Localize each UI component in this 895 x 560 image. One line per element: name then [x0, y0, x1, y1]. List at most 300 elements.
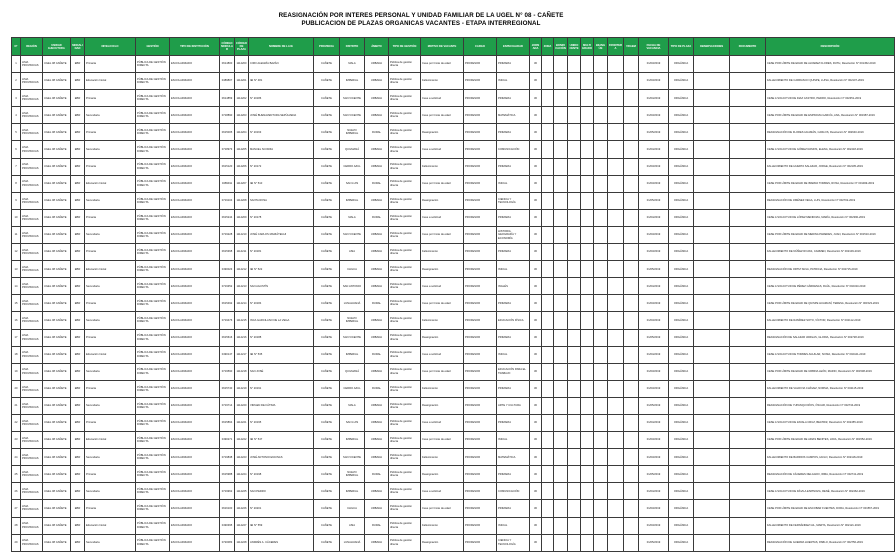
table-row[interactable]	[12, 483, 895, 500]
table-cell[interactable]: PROFESOR	[464, 56, 497, 73]
table-cell[interactable]: 01/03/2019	[639, 226, 669, 243]
table-cell[interactable]	[694, 534, 730, 551]
table-cell[interactable]: 01/03/2019	[639, 56, 669, 73]
table-cell[interactable]: 7	[12, 158, 21, 175]
table-cell[interactable]	[608, 466, 624, 483]
table-cell[interactable]: 0719838	[220, 449, 235, 466]
table-cell[interactable]: 1	[12, 56, 21, 73]
table-cell[interactable]: Pública de gestión directa	[389, 414, 421, 431]
table-row[interactable]	[12, 107, 895, 124]
table-cell[interactable]: 0719228	[220, 226, 235, 243]
table-cell[interactable]	[624, 500, 639, 517]
table-cell[interactable]: PÚBLICA DE GESTIÓN DIRECTA	[136, 397, 170, 414]
table-cell[interactable]: 01/05/2019	[639, 397, 669, 414]
table-cell[interactable]	[594, 432, 608, 449]
table-cell[interactable]: PRIMARIA	[497, 90, 530, 107]
table-cell[interactable]: ORGÁNICA	[669, 517, 694, 534]
table-cell[interactable]: 0615616	[220, 329, 235, 346]
table-cell[interactable]: Secundaria	[85, 192, 136, 209]
table-cell[interactable]: 01/03/2019	[639, 295, 669, 312]
table-cell[interactable]: IEI N° 481	[249, 73, 314, 90]
table-cell[interactable]: UGEL 08 CAÑETE	[43, 56, 71, 73]
table-cell[interactable]	[624, 107, 639, 124]
table-cell[interactable]: CAÑETE	[314, 209, 340, 226]
table-cell[interactable]: URBANA	[365, 278, 389, 295]
table-cell[interactable]	[624, 158, 639, 175]
table-cell[interactable]: Pública de gestión directa	[389, 244, 421, 261]
table-cell[interactable]: Cese por límite de edad	[421, 295, 464, 312]
table-cell[interactable]: Reasignación	[421, 397, 464, 414]
table-cell[interactable]	[542, 414, 554, 431]
table-cell[interactable]: CAÑETE	[314, 346, 340, 363]
table-cell[interactable]	[568, 363, 581, 380]
table-cell[interactable]: 30	[530, 192, 542, 209]
table-cell[interactable]	[554, 226, 568, 243]
table-cell[interactable]: LIMA PROVINCIAS	[21, 90, 43, 107]
table-cell[interactable]: ESCOLARIZADO	[170, 244, 220, 261]
table-cell[interactable]: EBR	[71, 244, 85, 261]
table-cell[interactable]: CIENCIA Y TECNOLOGÍA	[497, 534, 530, 551]
table-cell[interactable]: N° 20181	[249, 244, 314, 261]
table-cell[interactable]: SAN VICENTE	[340, 226, 365, 243]
table-cell[interactable]: PROFESOR	[464, 261, 497, 278]
table-cell[interactable]: Cese por límite de edad	[421, 175, 464, 192]
table-cell[interactable]: 01/03/2019	[639, 363, 669, 380]
table-cell[interactable]: N° 20191	[249, 380, 314, 397]
table-cell[interactable]: EBR	[71, 56, 85, 73]
table-cell[interactable]: FALLECIMIENTO DE NÚÑEZ ROJAS, CARMEN, Resolución N° 002109-2019	[766, 244, 895, 261]
table-cell[interactable]	[608, 141, 624, 158]
table-cell[interactable]: ORGÁNICA	[669, 226, 694, 243]
table-cell[interactable]: UGEL 08 CAÑETE	[43, 449, 71, 466]
table-cell[interactable]	[554, 500, 568, 517]
table-cell[interactable]	[730, 500, 766, 517]
table-cell[interactable]	[730, 466, 766, 483]
table-cell[interactable]: INICIAL	[497, 73, 530, 90]
table-cell[interactable]	[694, 278, 730, 295]
table-cell[interactable]: PROFESOR	[464, 534, 497, 551]
table-cell[interactable]: 1114224	[235, 466, 249, 483]
table-cell[interactable]	[581, 141, 594, 158]
table-cell[interactable]: LIMA PROVINCIAS	[21, 346, 43, 363]
table-cell[interactable]	[730, 312, 766, 329]
table-cell[interactable]: ESCOLARIZADO	[170, 534, 220, 551]
table-cell[interactable]: 0719962	[220, 483, 235, 500]
table-cell[interactable]: Secundaria	[85, 226, 136, 243]
column-header[interactable]: REGIÓN	[21, 38, 43, 56]
table-cell[interactable]	[581, 295, 594, 312]
table-cell[interactable]: Primaria	[85, 329, 136, 346]
table-cell[interactable]: CERRO AZUL	[340, 158, 365, 175]
table-cell[interactable]: Pública de gestión directa	[389, 175, 421, 192]
table-cell[interactable]: EBR	[71, 363, 85, 380]
table-cell[interactable]: 25	[12, 466, 21, 483]
table-cell[interactable]: 0719104	[220, 192, 235, 209]
table-cell[interactable]: 0719476	[220, 312, 235, 329]
table-cell[interactable]	[594, 295, 608, 312]
table-cell[interactable]: LIMA PROVINCIAS	[21, 141, 43, 158]
table-cell[interactable]: 01/03/2019	[639, 158, 669, 175]
table-cell[interactable]	[694, 312, 730, 329]
table-cell[interactable]	[608, 483, 624, 500]
table-cell[interactable]: ESCOLARIZADO	[170, 449, 220, 466]
table-cell[interactable]: 8	[12, 175, 21, 192]
table-cell[interactable]: 1114204	[235, 124, 249, 141]
table-cell[interactable]: PÚBLICA DE GESTIÓN DIRECTA	[136, 346, 170, 363]
table-row[interactable]	[12, 432, 895, 449]
table-cell[interactable]	[608, 414, 624, 431]
table-cell[interactable]: 23	[12, 432, 21, 449]
table-cell[interactable]: URBANA	[365, 141, 389, 158]
table-cell[interactable]	[730, 261, 766, 278]
table-cell[interactable]: 0616100	[220, 500, 235, 517]
table-cell[interactable]	[542, 295, 554, 312]
table-cell[interactable]: UGEL 08 CAÑETE	[43, 124, 71, 141]
table-cell[interactable]: 10	[12, 209, 21, 226]
table-cell[interactable]: RURAL	[365, 209, 389, 226]
table-cell[interactable]: ESCOLARIZADO	[170, 466, 220, 483]
table-cell[interactable]	[608, 209, 624, 226]
table-cell[interactable]: Educación Inicial	[85, 346, 136, 363]
table-cell[interactable]	[542, 466, 554, 483]
table-cell[interactable]: PÚBLICA DE GESTIÓN DIRECTA	[136, 312, 170, 329]
table-cell[interactable]: CAÑETE	[314, 312, 340, 329]
table-row[interactable]	[12, 175, 895, 192]
table-cell[interactable]: CESE A SOLICITUD DE LÓPEZ MENDOZA, MARÍA, Resolución N° 002390-2019	[766, 209, 895, 226]
table-cell[interactable]: JOSÉ CARLOS MARIÁTEGUI	[249, 226, 314, 243]
table-cell[interactable]: UGEL 08 CAÑETE	[43, 175, 71, 192]
table-cell[interactable]: 1114215	[235, 312, 249, 329]
table-cell[interactable]: ORGÁNICA	[669, 414, 694, 431]
table-cell[interactable]: 1114219	[235, 380, 249, 397]
table-cell[interactable]	[542, 346, 554, 363]
table-cell[interactable]: PROFESOR	[464, 312, 497, 329]
table-cell[interactable]: COMUNICACIÓN	[497, 483, 530, 500]
table-cell[interactable]: 17	[12, 329, 21, 346]
table-cell[interactable]: URBANA	[365, 414, 389, 431]
table-cell[interactable]: URBANA	[365, 261, 389, 278]
table-cell[interactable]: EBR	[71, 141, 85, 158]
table-cell[interactable]: EBR	[71, 449, 85, 466]
table-cell[interactable]: PROFESOR	[464, 483, 497, 500]
table-cell[interactable]: PROFESOR	[464, 124, 497, 141]
table-cell[interactable]: Pública de gestión directa	[389, 466, 421, 483]
table-cell[interactable]: 1114216	[235, 329, 249, 346]
table-cell[interactable]: 30	[530, 73, 542, 90]
table-cell[interactable]: REASIGNACIÓN DE ORTIZ SILVA, PATRICIA, Resolución N° 002715-2019	[766, 261, 895, 278]
table-cell[interactable]: 15	[12, 295, 21, 312]
column-header[interactable]: FRONTERA	[608, 38, 624, 56]
table-cell[interactable]: PÚBLICA DE GESTIÓN DIRECTA	[136, 73, 170, 90]
table-cell[interactable]: PRIMARIA	[497, 209, 530, 226]
table-cell[interactable]: UGEL 08 CAÑETE	[43, 534, 71, 551]
table-cell[interactable]: 0719590	[220, 363, 235, 380]
table-cell[interactable]: 1114205	[235, 141, 249, 158]
table-cell[interactable]	[624, 209, 639, 226]
table-cell[interactable]: CAÑETE	[314, 329, 340, 346]
table-cell[interactable]	[694, 346, 730, 363]
table-cell[interactable]: Cese a solicitud	[421, 483, 464, 500]
table-cell[interactable]	[594, 175, 608, 192]
table-cell[interactable]	[568, 517, 581, 534]
table-cell[interactable]	[608, 517, 624, 534]
table-cell[interactable]: EBR	[71, 73, 85, 90]
table-cell[interactable]: Secundaria	[85, 312, 136, 329]
table-row[interactable]	[12, 329, 895, 346]
table-cell[interactable]: ORGÁNICA	[669, 380, 694, 397]
table-cell[interactable]: 30	[530, 517, 542, 534]
table-cell[interactable]: EDUCACIÓN PARA EL TRABAJO	[497, 363, 530, 380]
table-cell[interactable]: 2	[12, 73, 21, 90]
table-cell[interactable]: 30	[530, 449, 542, 466]
table-cell[interactable]: IEI N° 510	[249, 175, 314, 192]
table-cell[interactable]: Primaria	[85, 209, 136, 226]
table-cell[interactable]: ORGÁNICA	[669, 295, 694, 312]
table-cell[interactable]: UGEL 08 CAÑETE	[43, 380, 71, 397]
table-cell[interactable]: LIMA PROVINCIAS	[21, 483, 43, 500]
table-cell[interactable]	[581, 158, 594, 175]
table-cell[interactable]	[542, 209, 554, 226]
table-cell[interactable]	[608, 107, 624, 124]
table-cell[interactable]	[694, 56, 730, 73]
table-cell[interactable]: Cese por límite de edad	[421, 226, 464, 243]
table-cell[interactable]: ORGÁNICA	[669, 312, 694, 329]
table-cell[interactable]: CAÑETE	[314, 397, 340, 414]
table-cell[interactable]	[694, 244, 730, 261]
table-cell[interactable]	[694, 380, 730, 397]
table-cell[interactable]: Primaria	[85, 158, 136, 175]
table-cell[interactable]: 1114217	[235, 346, 249, 363]
table-cell[interactable]	[730, 329, 766, 346]
table-cell[interactable]: CAÑETE	[314, 124, 340, 141]
table-cell[interactable]: PÚBLICA DE GESTIÓN DIRECTA	[136, 261, 170, 278]
table-cell[interactable]: INICIAL	[497, 517, 530, 534]
table-cell[interactable]: 30	[530, 312, 542, 329]
table-cell[interactable]: Pública de gestión directa	[389, 141, 421, 158]
table-cell[interactable]	[568, 90, 581, 107]
table-cell[interactable]: URBANA	[365, 73, 389, 90]
table-row[interactable]	[12, 397, 895, 414]
table-cell[interactable]	[568, 175, 581, 192]
table-cell[interactable]: Primaria	[85, 414, 136, 431]
table-cell[interactable]	[554, 295, 568, 312]
table-cell[interactable]: 01/05/2019	[639, 124, 669, 141]
table-cell[interactable]: ESCOLARIZADO	[170, 141, 220, 158]
table-cell[interactable]: 1114201	[235, 73, 249, 90]
table-cell[interactable]: 0615120	[220, 158, 235, 175]
table-cell[interactable]: CAÑETE	[314, 56, 340, 73]
table-cell[interactable]: UGEL 08 CAÑETE	[43, 261, 71, 278]
table-cell[interactable]	[608, 346, 624, 363]
table-cell[interactable]: ORGÁNICA	[669, 278, 694, 295]
table-cell[interactable]: UGEL 08 CAÑETE	[43, 483, 71, 500]
table-cell[interactable]	[694, 466, 730, 483]
table-cell[interactable]: 0614800	[220, 56, 235, 73]
table-cell[interactable]: CESE A SOLICITUD DE DÁVILA ESPINOZA, RENÉ, Resolución N° 002462-2019	[766, 483, 895, 500]
table-cell[interactable]: PÚBLICA DE GESTIÓN DIRECTA	[136, 432, 170, 449]
table-cell[interactable]: PROFESOR	[464, 90, 497, 107]
table-cell[interactable]: PÚBLICA DE GESTIÓN DIRECTA	[136, 449, 170, 466]
table-cell[interactable]: EBR	[71, 500, 85, 517]
table-cell[interactable]: UGEL 08 CAÑETE	[43, 346, 71, 363]
table-cell[interactable]	[554, 363, 568, 380]
table-cell[interactable]: PRIMARIA	[497, 500, 530, 517]
table-cell[interactable]: CAÑETE	[314, 107, 340, 124]
table-cell[interactable]	[624, 90, 639, 107]
table-cell[interactable]: 1114202	[235, 90, 249, 107]
table-cell[interactable]	[554, 432, 568, 449]
table-cell[interactable]: 1114203	[235, 107, 249, 124]
table-cell[interactable]: IMPERIAL	[340, 432, 365, 449]
table-cell[interactable]: 9	[12, 192, 21, 209]
table-cell[interactable]: LIMA PROVINCIAS	[21, 534, 43, 551]
table-cell[interactable]: Primaria	[85, 380, 136, 397]
table-row[interactable]	[12, 261, 895, 278]
column-header[interactable]: DOCUMENTO	[730, 38, 766, 56]
table-cell[interactable]: ESCOLARIZADO	[170, 158, 220, 175]
table-cell[interactable]	[581, 483, 594, 500]
table-cell[interactable]	[694, 432, 730, 449]
table-cell[interactable]	[624, 124, 639, 141]
table-cell[interactable]	[568, 141, 581, 158]
table-cell[interactable]	[581, 466, 594, 483]
table-cell[interactable]	[581, 209, 594, 226]
table-cell[interactable]	[554, 483, 568, 500]
table-cell[interactable]: Primaria	[85, 295, 136, 312]
table-cell[interactable]: ESCOLARIZADO	[170, 432, 220, 449]
table-cell[interactable]: 28	[12, 517, 21, 534]
table-cell[interactable]: Reasignación	[421, 466, 464, 483]
table-cell[interactable]: PÚBLICA DE GESTIÓN DIRECTA	[136, 107, 170, 124]
table-cell[interactable]: PROFESOR	[464, 295, 497, 312]
table-cell[interactable]: 01/03/2019	[639, 244, 669, 261]
table-cell[interactable]: ESCOLARIZADO	[170, 397, 220, 414]
table-cell[interactable]	[730, 226, 766, 243]
table-cell[interactable]	[594, 312, 608, 329]
table-cell[interactable]: 16	[12, 312, 21, 329]
table-cell[interactable]	[554, 346, 568, 363]
table-cell[interactable]: Educación Inicial	[85, 73, 136, 90]
table-cell[interactable]: 0718890	[220, 107, 235, 124]
column-header[interactable]: BILINGÜE	[594, 38, 608, 56]
table-cell[interactable]: 01/05/2019	[639, 261, 669, 278]
table-cell[interactable]: CHILCA	[340, 261, 365, 278]
table-cell[interactable]: RURAL	[365, 466, 389, 483]
table-row[interactable]	[12, 158, 895, 175]
table-cell[interactable]: 01/05/2019	[639, 329, 669, 346]
table-cell[interactable]	[624, 312, 639, 329]
table-cell[interactable]: ORGÁNICA	[669, 73, 694, 90]
table-cell[interactable]: CESE POR LÍMITE DE EDAD DE MEDINA PAREDES, JUAN, Resolución N° 001510-2019	[766, 226, 895, 243]
table-row[interactable]	[12, 414, 895, 431]
table-cell[interactable]	[542, 483, 554, 500]
table-cell[interactable]: PRIMARIA	[497, 414, 530, 431]
table-cell[interactable]	[568, 124, 581, 141]
table-cell[interactable]: 0490271	[220, 432, 235, 449]
table-cell[interactable]: IEI N° 522	[249, 261, 314, 278]
table-cell[interactable]	[624, 517, 639, 534]
table-cell[interactable]	[624, 56, 639, 73]
table-cell[interactable]: PRIMARIA	[497, 380, 530, 397]
table-cell[interactable]: ORGÁNICA	[669, 483, 694, 500]
table-cell[interactable]: CAÑETE	[314, 226, 340, 243]
table-cell[interactable]: URBANA	[365, 107, 389, 124]
table-cell[interactable]: UGEL 08 CAÑETE	[43, 500, 71, 517]
table-cell[interactable]: CESE POR LÍMITE DE EDAD DE IBARRA TORRES, ROSA, Resolución N° 001499-2019	[766, 175, 895, 192]
table-cell[interactable]: CERRO AZUL	[340, 380, 365, 397]
table-cell[interactable]: 01/05/2019	[639, 192, 669, 209]
table-cell[interactable]	[608, 175, 624, 192]
table-cell[interactable]	[624, 192, 639, 209]
table-cell[interactable]: EBR	[71, 107, 85, 124]
table-cell[interactable]	[554, 209, 568, 226]
column-header[interactable]: CARGO	[464, 38, 497, 56]
table-cell[interactable]: 4	[12, 107, 21, 124]
table-cell[interactable]: 01/03/2019	[639, 500, 669, 517]
table-cell[interactable]: UGEL 08 CAÑETE	[43, 107, 71, 124]
table-cell[interactable]: PRIMARIA	[497, 56, 530, 73]
table-cell[interactable]: NUEVO IMPERIAL	[340, 312, 365, 329]
table-cell[interactable]: CAÑETE	[314, 449, 340, 466]
table-cell[interactable]: PRIMARIA	[497, 124, 530, 141]
table-cell[interactable]	[594, 226, 608, 243]
table-cell[interactable]	[594, 380, 608, 397]
table-cell[interactable]	[624, 261, 639, 278]
table-cell[interactable]	[694, 261, 730, 278]
table-cell[interactable]: SAN LUIS	[340, 175, 365, 192]
table-cell[interactable]: 0615740	[220, 380, 235, 397]
table-cell[interactable]: IMPERIAL	[340, 192, 365, 209]
table-cell[interactable]: MANUEL SCORZA	[249, 141, 314, 158]
table-cell[interactable]: Pública de gestión directa	[389, 226, 421, 243]
table-cell[interactable]	[608, 500, 624, 517]
table-cell[interactable]: EBR	[71, 226, 85, 243]
table-cell[interactable]: N° 20195	[249, 414, 314, 431]
table-cell[interactable]	[542, 226, 554, 243]
table-cell[interactable]: UGEL 08 CAÑETE	[43, 226, 71, 243]
table-cell[interactable]: ORGÁNICA	[669, 124, 694, 141]
table-cell[interactable]: CAÑETE	[314, 90, 340, 107]
table-row[interactable]	[12, 466, 895, 483]
table-cell[interactable]: Fallecimiento	[421, 517, 464, 534]
table-cell[interactable]	[594, 244, 608, 261]
table-cell[interactable]	[730, 449, 766, 466]
table-cell[interactable]: UGEL 08 CAÑETE	[43, 192, 71, 209]
table-cell[interactable]: IMPERIAL	[340, 346, 365, 363]
table-cell[interactable]: 1114206	[235, 158, 249, 175]
table-cell[interactable]: PRIMARIA	[497, 466, 530, 483]
table-cell[interactable]: 01/03/2019	[639, 432, 669, 449]
table-cell[interactable]: PÚBLICA DE GESTIÓN DIRECTA	[136, 209, 170, 226]
table-cell[interactable]	[624, 466, 639, 483]
table-cell[interactable]	[624, 295, 639, 312]
table-cell[interactable]: 1114226	[235, 500, 249, 517]
table-cell[interactable]: RURAL	[365, 380, 389, 397]
table-cell[interactable]: PROFESOR	[464, 346, 497, 363]
table-cell[interactable]	[608, 295, 624, 312]
table-cell[interactable]	[554, 107, 568, 124]
table-cell[interactable]: Secundaria	[85, 278, 136, 295]
table-cell[interactable]: 24	[12, 449, 21, 466]
table-cell[interactable]: UGEL 08 CAÑETE	[43, 209, 71, 226]
table-cell[interactable]: COMUNICACIÓN	[497, 141, 530, 158]
table-cell[interactable]: 30	[530, 244, 542, 261]
table-cell[interactable]	[730, 56, 766, 73]
table-cell[interactable]	[594, 466, 608, 483]
table-cell[interactable]: URBANA	[365, 312, 389, 329]
column-header[interactable]: DESCRIPCIÓN	[766, 38, 895, 56]
table-cell[interactable]: LIMA PROVINCIAS	[21, 312, 43, 329]
